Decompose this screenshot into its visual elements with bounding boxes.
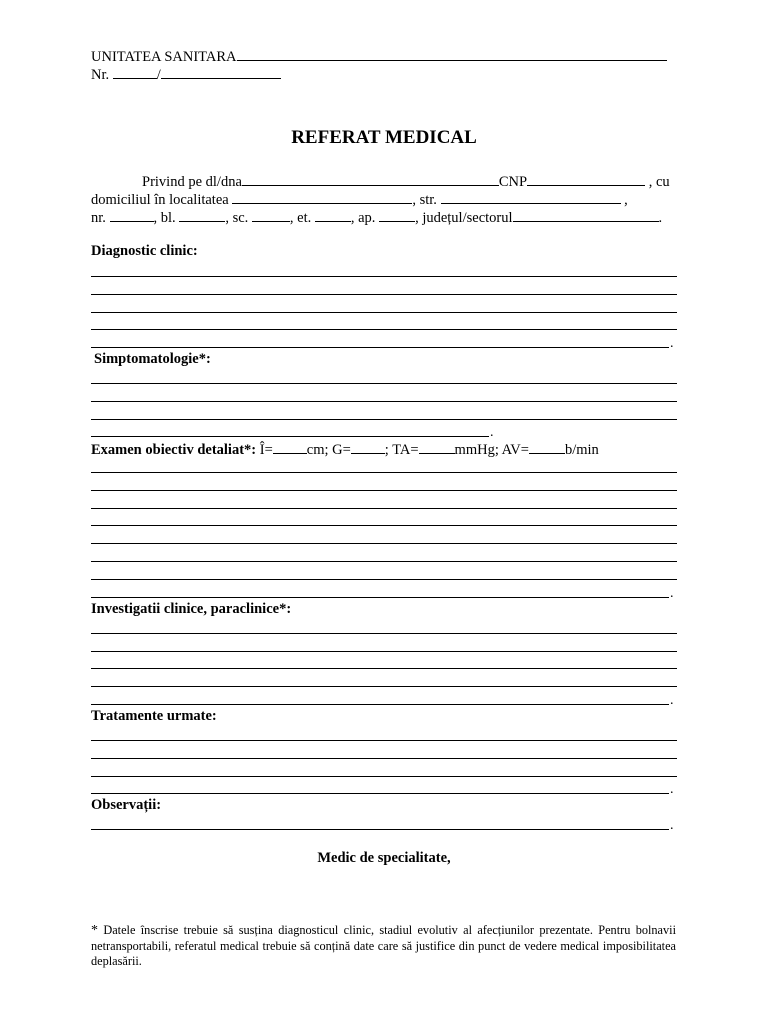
simptomatologie-heading: Simptomatologie*: [94,351,211,367]
observatii-heading: Observații: [91,797,162,813]
investigatii-line[interactable] [91,651,677,652]
observatii-line[interactable] [91,829,669,830]
judet-label: , județul/sectorul [415,210,513,226]
simptomatologie-line[interactable] [91,419,677,420]
line-end-period: . [670,818,674,833]
diagnostic-line[interactable] [91,312,677,313]
cnp-label: CNP [498,174,528,190]
nr-field[interactable] [113,65,157,79]
diagnostic-heading: Diagnostic clinic: [91,243,198,259]
line-end-period: . [670,586,674,601]
nr-address-field[interactable] [110,208,154,222]
line-end-period: . [670,782,674,797]
inaltime-field[interactable] [273,440,307,454]
ta-field[interactable] [419,440,455,454]
bl-label: , bl. [153,210,176,226]
comma-label: , [624,192,628,208]
localitate-field[interactable] [232,190,412,204]
patient-line-2 [91,190,628,209]
bmin-label: b/min [564,442,599,458]
line-end-period: . [670,336,674,351]
examen-heading: Examen obiectiv detaliat*: [91,442,257,458]
street-field[interactable] [441,190,621,204]
examen-line[interactable] [91,490,677,491]
tratamente-heading: Tratamente urmate: [91,708,217,724]
tratamente-line[interactable] [91,776,677,777]
examen-line[interactable] [91,597,669,598]
privind-label: Privind pe dl/dna [142,174,242,190]
signature-label: Medic de specialitate, [317,850,451,866]
simptomatologie-line[interactable] [91,401,677,402]
av-field[interactable] [529,440,565,454]
ta-label: ; TA= [384,442,419,458]
date-field[interactable] [161,65,281,79]
ap-label: , ap. [350,210,376,226]
footnote [91,923,676,970]
cnp-field[interactable] [527,172,645,186]
tratamente-line[interactable] [91,758,677,759]
unit-field[interactable] [237,47,667,61]
simptomatologie-line[interactable] [91,383,677,384]
footnote-text: Datele înscrise trebuie să susțina diagnosticul clinic, stadiul evolutiv al afecțiunilor prezentate. Pentru bolnavii netransportabili, referatul medical trebuie să conțină date care să justifice din punct de vedere medical imposibilitatea deplasării. [91,923,676,968]
line-end-period: . [490,425,494,440]
sc-field[interactable] [252,208,290,222]
et-field[interactable] [315,208,351,222]
av-label: mmHg; AV= [454,442,529,458]
nr-separator: / [156,67,161,83]
investigatii-line[interactable] [91,633,677,634]
patient-line-1 [142,172,670,191]
nr-line [91,65,281,84]
unit-label: UNITATEA SANITARA [91,49,237,65]
end-period: . [658,210,663,226]
diagnostic-line[interactable] [91,347,669,348]
cu-label: , cu [648,174,670,190]
judet-field[interactable] [513,208,659,222]
et-label: , et. [289,210,312,226]
examen-line [91,440,599,459]
simptomatologie-line[interactable] [91,436,489,437]
examen-line[interactable] [91,525,677,526]
inaltime-label: Î= [259,442,273,458]
examen-line[interactable] [91,543,677,544]
bl-field[interactable] [179,208,225,222]
examen-line[interactable] [91,472,677,473]
patient-line-3 [91,208,662,227]
line-end-period: . [670,693,674,708]
domiciliul-label: domiciliul în localitatea [91,192,229,208]
diagnostic-line[interactable] [91,276,677,277]
diagnostic-line[interactable] [91,329,677,330]
investigatii-line[interactable] [91,704,669,705]
greutate-field[interactable] [351,440,385,454]
str-label: , str. [412,192,437,208]
tratamente-line[interactable] [91,793,669,794]
examen-line[interactable] [91,561,677,562]
ap-field[interactable] [379,208,415,222]
footnote-star: * [91,923,98,938]
investigatii-heading: Investigatii clinice, paraclinice*: [91,601,292,617]
unit-line [91,47,667,66]
investigatii-line[interactable] [91,668,677,669]
diagnostic-line[interactable] [91,294,677,295]
nr-address-label: nr. [91,210,106,226]
examen-line[interactable] [91,579,677,580]
document-title: REFERAT MEDICAL [291,127,477,148]
sc-label: , sc. [225,210,249,226]
nr-label: Nr. [91,67,110,83]
investigatii-line[interactable] [91,686,677,687]
greutate-label: cm; G= [306,442,351,458]
patient-name-field[interactable] [242,172,499,186]
examen-line[interactable] [91,508,677,509]
tratamente-line[interactable] [91,740,677,741]
